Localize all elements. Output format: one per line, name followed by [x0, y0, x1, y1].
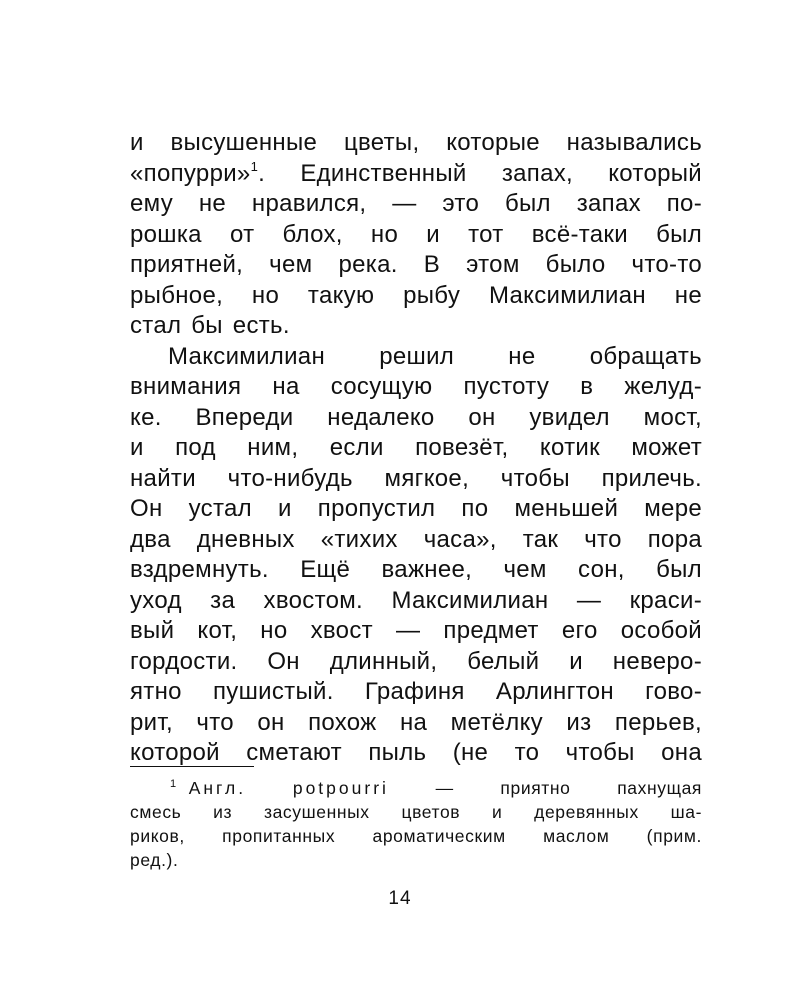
- footnote-divider: [130, 766, 254, 767]
- text-line: ке. Впереди недалеко он увидел мост,: [130, 403, 702, 431]
- footnote-text: — приятно пахнущая: [435, 778, 702, 798]
- paragraph-2: [130, 342, 702, 769]
- text-line: Он устал и пропустил по меньшей мере: [130, 495, 702, 522]
- text-line: вздремнуть. Ещё важнее, чем сон, был: [130, 556, 702, 583]
- footnote-lead: Англ.: [188, 778, 247, 798]
- text-line: внимания на сосущую пустоту в желуд-: [130, 373, 702, 400]
- text-line: приятней, чем река. В этом было что-то: [130, 251, 702, 278]
- text-line: рит, что он похож на метёлку из перьев,: [130, 708, 702, 736]
- text-line: Максимилиан решил не обращать: [168, 342, 702, 370]
- paragraph-1: [130, 128, 702, 342]
- text-line: и высушенные цветы, которые назывались: [130, 129, 702, 156]
- text-line: [130, 159, 702, 190]
- text-line: стал бы есть.: [130, 312, 290, 339]
- text-line: найти что-нибудь мягкое, чтобы прилечь.: [130, 464, 702, 492]
- text-line: рыбное, но такую рыбу Максимилиан не: [130, 281, 702, 309]
- text-line: гордости. Он длинный, белый и неверо-: [130, 647, 702, 675]
- text-line: вый кот, но хвост — предмет его особой: [130, 617, 702, 644]
- footnote-term: potpourri: [292, 778, 389, 798]
- text-line: рошка от блох, но и тот всё-таки был: [130, 220, 702, 248]
- footnote-line: [130, 776, 702, 800]
- footnote-line: риков, пропитанных ароматическим маслом (прим.: [130, 826, 702, 846]
- footnote: [130, 776, 702, 872]
- text-line: ему не нравился, — это был запах по-: [130, 190, 702, 217]
- text-line: уход за хвостом. Максимилиан — краси-: [130, 586, 702, 614]
- text-fragment: «попурри»: [130, 159, 251, 187]
- text-line: и под ним, если повезёт, котик может: [130, 434, 702, 461]
- text-fragment: . Единственный запах, который: [258, 159, 702, 187]
- page-body: [130, 128, 702, 769]
- footnote-mark: 1: [170, 778, 177, 790]
- text-line: ятно пушистый. Графиня Арлингтон гово-: [130, 678, 702, 705]
- footnote-reference[interactable]: 1: [250, 158, 259, 174]
- text-line: которой сметают пыль (не то чтобы она: [130, 739, 702, 766]
- footnote-line: смесь из засушенных цветов и деревянных ша-: [130, 802, 702, 822]
- footnote-line: ред.).: [130, 850, 179, 870]
- text-line: два дневных «тихих часа», так что пора: [130, 525, 702, 553]
- page-number: 14: [388, 888, 412, 909]
